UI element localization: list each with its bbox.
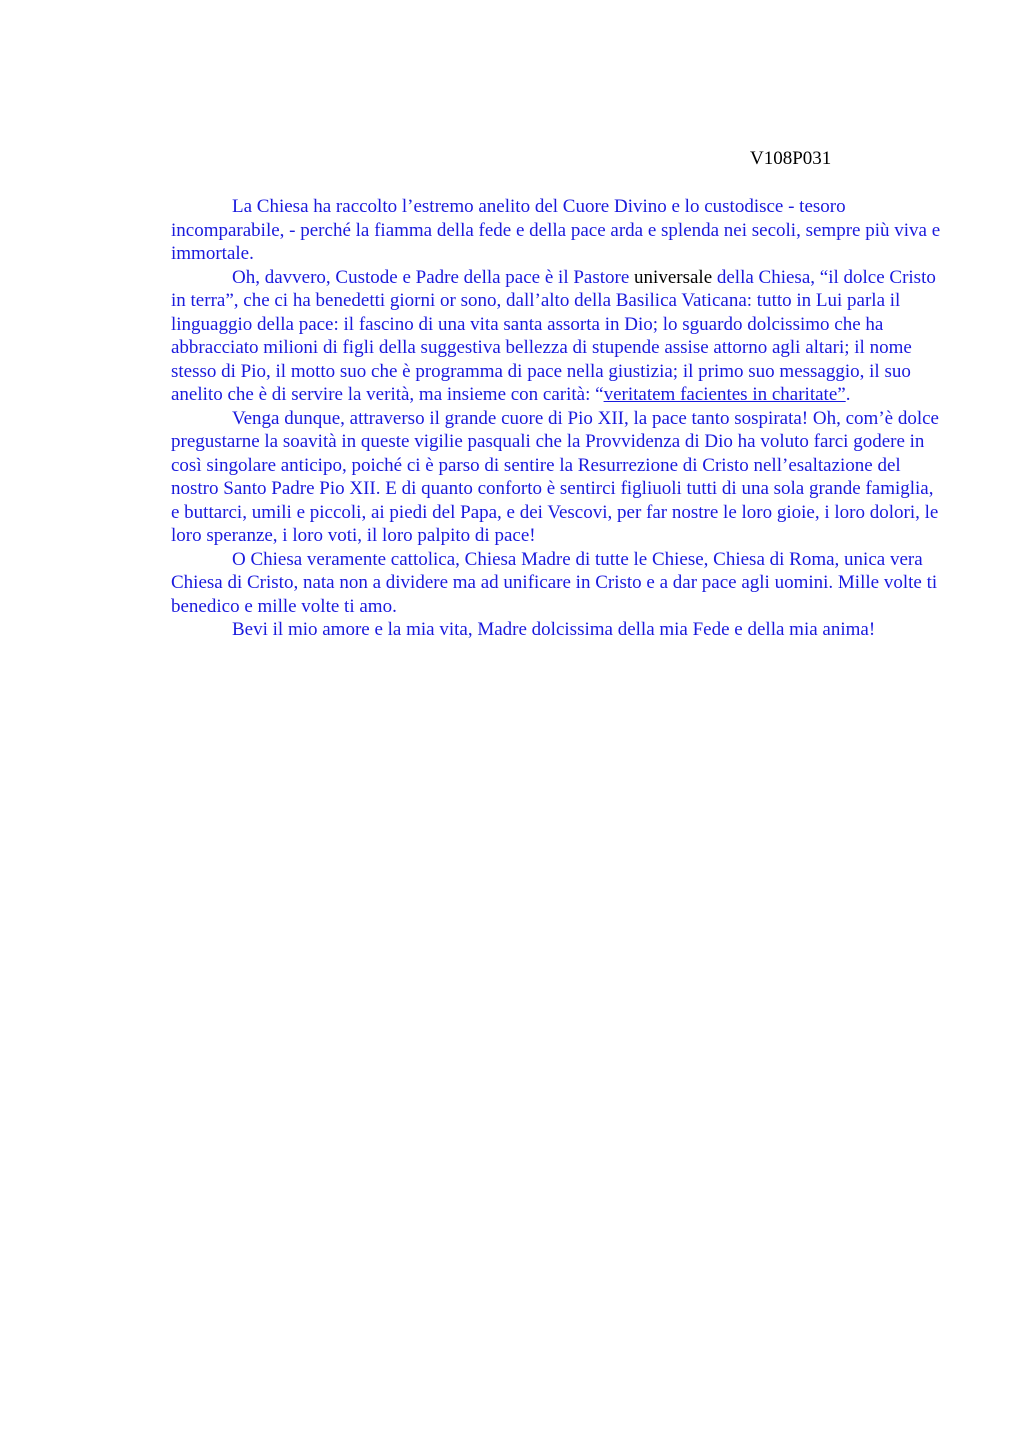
document-body — [171, 195, 941, 642]
paragraph-5: Bevi il mio amore e la mia vita, Madre dolcissima della mia Fede e della mia anima! — [232, 619, 876, 640]
paragraph-4: O Chiesa veramente cattolica, Chiesa Madre di tutte le Chiese, Chiesa di Roma, unica vera Chiesa di Cristo, nata non a dividere ma ad unificare in Cristo e a dar pace agli uomini. Mille volte ti benedico e mille volte ti amo. — [171, 548, 938, 617]
paragraph-2 — [171, 266, 941, 407]
paragraph-2-universale: universale — [634, 266, 713, 288]
paragraph-1: La Chiesa ha raccolto l’estremo anelito del Cuore Divino e lo custodisce - tesoro incomparabile, - perché la fiamma della fede e della pace arda e splenda nei secoli, sempre più viva e immortale. — [171, 196, 941, 264]
latin-motto: veritatem facientes in charitate” — [603, 384, 846, 405]
page-identifier: V108P031 — [750, 148, 832, 169]
paragraph-2-part-2: della Chiesa, “il dolce Cristo in terra”, che ci ha benedetti giorni or sono, dall’alto della Basilica Vaticana: tutto in Lui parla il linguaggio della pace: il fascino di una vita santa assorta in Dio; lo sguardo dolcissimo che ha abbracciato milioni di figli della suggestiva bellezza di stupende assise attorno agli altari; il nome stesso di Pio, il motto suo che è programma di pace nella giustizia; il primo suo messaggio, il suo anelito che è di servire la verità, ma insieme con carità: “ — [171, 266, 936, 405]
paragraph-2-part-1: Oh, davvero, Custode e Padre della pace è il Pastore — [232, 266, 635, 288]
paragraph-3: Venga dunque, attraverso il grande cuore di Pio XII, la pace tanto sospirata! Oh, com’è dolce pregustarne la soavità in queste vigilie pasquali che la Provvidenza di Dio ha voluto farci godere in così singolare anticipo, poiché ci è parso di sentire la Resurrezione di Cristo nell’esaltazione del nostro Santo Padre Pio XII. E di quanto conforto è sentirci figliuoli tutti di una sola grande famiglia, e buttarci, umili e piccoli, ai piedi del Papa, e dei Vescovi, per far nostre le loro gioie, i loro dolori, le loro speranze, i loro voti, il loro palpito di pace! — [171, 407, 939, 546]
paragraph-2-end: . — [845, 384, 851, 405]
